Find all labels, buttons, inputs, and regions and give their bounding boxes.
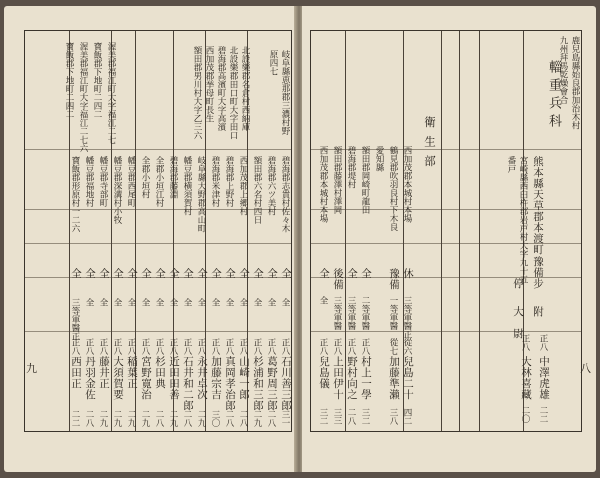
left-row-rank: 全 — [126, 298, 136, 307]
medical-row-rank: 全 — [318, 296, 328, 305]
medical-row-age: 四二 — [402, 408, 412, 425]
medical-row-status: 全 — [318, 268, 330, 279]
entry-status: 停 — [512, 278, 524, 289]
medical-row-place: 碧海郡堤村 — [346, 146, 356, 189]
left-row-place: 碧海郡米津村 — [210, 156, 220, 207]
left-header-address: 寶飯郡下地町二四二 — [64, 42, 74, 119]
left-row-rank: 全 — [140, 298, 150, 307]
medical-row-grade: 正八 — [318, 338, 328, 355]
left-row-name: 石川善三郎 — [280, 356, 292, 411]
left-row-name: 永井卓次 — [196, 356, 208, 400]
left-row-age: 二八 — [154, 410, 164, 427]
left-row-name: 真岡孝治郎 — [224, 356, 236, 411]
left-row-place: 額田郡六名村四日 — [252, 156, 262, 224]
left-row-grade: 正八 — [280, 338, 290, 355]
medical-row-age: 三二 — [360, 408, 370, 425]
left-row-age: 三〇 — [210, 410, 220, 427]
left-page — [4, 6, 296, 472]
left-row-name: 稲葉正 — [126, 356, 138, 389]
left-row-name: 西田正 — [70, 356, 82, 389]
left-row-rank: 全 — [266, 298, 276, 307]
left-row-rank: 全 — [238, 298, 248, 307]
entry-name: 中澤虎雄 — [538, 356, 550, 400]
left-row-status: 全 — [196, 268, 208, 279]
left-row-place: 幡豆郡深溝村小牧 — [112, 156, 122, 224]
left-row-status: 全 — [252, 268, 264, 279]
left-header-address: 渥美郡福江町大字福江二七 — [106, 42, 116, 144]
row-divider — [25, 243, 291, 244]
left-row-place: 碧海郡藤淵 — [168, 156, 178, 199]
left-row-age: 二八 — [182, 410, 192, 427]
left-row-name: 宮野寛治 — [140, 356, 152, 400]
entry-grade: 正八 — [520, 334, 530, 351]
medical-row-status: 全 — [360, 268, 372, 279]
left-row-age: 二八 — [224, 410, 234, 427]
sub-section-title: 衛生部 — [423, 116, 437, 175]
medical-row-grade: 從六 — [402, 338, 412, 355]
medical-row-age: 三三 — [332, 408, 342, 425]
row-divider — [25, 149, 291, 150]
entry-status: 豫備步 — [532, 256, 544, 289]
left-row-age: 二九 — [140, 410, 150, 427]
left-row-place: 西加茂郡上郷村 — [238, 156, 248, 216]
left-row-rank: 全 — [154, 298, 164, 307]
left-row-status: 全 — [140, 268, 152, 279]
left-row-grade: 正八 — [182, 338, 192, 355]
left-row-age: 二九 — [98, 410, 108, 427]
left-row-grade: 正八 — [84, 338, 94, 355]
medical-row-rank: 三等軍醫 — [332, 296, 342, 330]
left-row-name: 大須賀要 — [112, 356, 124, 400]
medical-row-place: 額田郡岡崎町龍田 — [360, 146, 370, 214]
left-row-place: 幡豆郡福地村 — [84, 156, 94, 207]
left-row-grade: 正八 — [224, 338, 234, 355]
left-row-grade: 正八 — [98, 338, 108, 355]
entry-place: 番戸 — [506, 156, 516, 173]
left-row-age: 二八 — [238, 410, 248, 427]
page-number-right: 八 — [580, 362, 591, 375]
unit-address: 鹿兒島縣始良郡加治木村 — [570, 36, 580, 130]
left-row-rank: 全 — [196, 298, 206, 307]
left-row-grade: 正八 — [196, 338, 206, 355]
medical-row-rank: 二等軍醫 — [360, 296, 370, 330]
left-header-address: 北設樂郡名倉村西納庫 — [240, 46, 250, 131]
left-row-status: 全 — [210, 268, 222, 279]
left-row-status: 全 — [266, 268, 278, 279]
medical-row-age: 三八 — [388, 408, 398, 425]
left-row-status: 全 — [168, 268, 180, 279]
medical-row-place: 額田郡藤澤村澤岡 — [332, 146, 342, 214]
left-row-place: 全郡小垣村 — [140, 156, 150, 199]
left-row-place: 碧海郡六ツ美村 — [266, 156, 276, 216]
left-row-status: 全 — [224, 268, 236, 279]
medical-row-rank: 三等軍醫正 — [402, 296, 412, 339]
medical-row-grade: 從七 — [388, 338, 398, 355]
left-row-rank: 全 — [280, 298, 290, 307]
unit-address: 九州拜馬乾燥會合 — [558, 36, 568, 104]
left-row-age: 二八 — [84, 410, 94, 427]
left-header-address: 岐阜縣恵那郡三濃村野 — [280, 50, 290, 135]
entry-age: 二二 — [538, 406, 548, 423]
left-row-place: 幡豆郡寺部町 — [98, 156, 108, 207]
left-row-name: 藤井正 — [98, 356, 110, 389]
column-divider — [479, 31, 480, 431]
row-divider — [311, 331, 581, 332]
left-header-address: 渥美郡福江町大字福江二七六 — [78, 42, 88, 153]
left-header-address: 寶飯郡下地町二四二 — [92, 42, 102, 119]
medical-row-place: 愛知縣 — [374, 146, 384, 172]
left-row-grade: 正八 — [252, 338, 262, 355]
left-row-grade: 正八 — [168, 338, 178, 355]
medical-row-rank: 三等軍醫 — [346, 296, 356, 330]
left-row-grade: 正八 — [140, 338, 150, 355]
medical-row-rank: 一等軍醫 — [388, 296, 398, 330]
left-row-age: 二九 — [168, 410, 178, 427]
column-divider — [459, 31, 460, 431]
left-row-place: 全郡小垣江村 — [154, 156, 164, 207]
left-row-grade: 正八 — [238, 338, 248, 355]
left-row-age: 二九 — [112, 410, 122, 427]
left-row-grade: 正八 — [70, 338, 80, 355]
left-row-name: 山崎一郎 — [238, 356, 250, 400]
left-row-rank: 全 — [112, 298, 122, 307]
left-row-grade: 正八 — [112, 338, 122, 355]
left-row-rank: 全 — [98, 298, 108, 307]
section-title: 輜重兵科 — [546, 60, 561, 132]
left-header-address: 原四七 — [268, 50, 278, 76]
medical-row-place: 西加茂郡本城村本場 — [402, 146, 412, 223]
entry-rank: 尉 — [512, 328, 524, 339]
left-row-grade: 正八 — [126, 338, 136, 355]
row-divider — [25, 331, 291, 332]
left-row-place: 碧海郡志貴村佐々木 — [280, 156, 290, 233]
left-row-rank: 全 — [84, 298, 94, 307]
left-row-status: 全 — [84, 268, 96, 279]
left-row-place: 岐阜縣大野郡高山町 — [196, 156, 206, 233]
medical-row-grade: 正八 — [360, 338, 370, 355]
medical-row-name: 村上一學 — [360, 356, 372, 400]
medical-row-status: 後備 — [332, 268, 344, 290]
left-row-rank: 全 — [252, 298, 262, 307]
left-row-name: 丹羽金佐 — [84, 356, 96, 400]
left-row-status: 全 — [126, 268, 138, 279]
medical-row-grade: 正八 — [346, 338, 356, 355]
left-row-age: 二二 — [70, 410, 80, 427]
left-row-status: 全 — [238, 268, 250, 279]
medical-row-name: 加藤準瀨 — [388, 356, 400, 400]
entry-status: 附 — [532, 306, 544, 317]
medical-row-name: 兒島儀 — [318, 356, 330, 389]
entry-place: 宮崎縣西臼杵郡岩戸村大字九十五 — [518, 156, 528, 284]
left-row-status: 全 — [98, 268, 110, 279]
left-row-age: 二九 — [252, 410, 262, 427]
left-row-name: 石井和二郎 — [182, 356, 194, 411]
left-row-rank: 全 — [182, 298, 192, 307]
medical-row-grade: 正八 — [332, 338, 342, 355]
left-row-name: 近田田善 — [168, 356, 180, 400]
medical-row-age: 三二 — [318, 408, 328, 425]
medical-row-place: 西加茂郡本城村本場 — [318, 146, 328, 223]
column-divider — [441, 31, 442, 431]
left-row-rank: 全 — [224, 298, 234, 307]
medical-row-name: 兒島二十 — [402, 356, 414, 400]
medical-row-status: 休 — [402, 268, 414, 279]
medical-row-status: 豫備 — [388, 268, 400, 290]
right-page — [302, 6, 596, 472]
left-row-grade: 正八 — [266, 338, 276, 355]
left-row-age: 二九 — [126, 410, 136, 427]
medical-row-name: 上田伊十 — [332, 356, 344, 400]
left-row-rank: 三等軍醫正 — [70, 298, 80, 341]
left-row-grade: 正八 — [210, 338, 220, 355]
left-row-place: 碧海郡上野村 — [224, 156, 234, 207]
left-header-address: 額田郡男川村大字乙三六 — [192, 46, 202, 140]
left-row-status: 全 — [280, 268, 292, 279]
left-header-address: 碧海郡高濱町大字高濱 — [216, 46, 226, 131]
left-row-status: 全 — [112, 268, 124, 279]
left-row-rank: 全 — [168, 298, 178, 307]
medical-row-place: 鶴見郡吹羽良村下木良 — [388, 146, 398, 231]
left-row-place: 寶飯郡形原村一二六 — [70, 156, 80, 233]
left-row-age: 二八 — [266, 410, 276, 427]
left-row-rank: 全 — [210, 298, 220, 307]
entry-place: 熊本縣天草郡本渡町 — [532, 156, 544, 255]
left-row-name: 杉田典 — [154, 356, 166, 389]
entry-rank: 大 — [512, 306, 524, 317]
left-row-status: 全 — [182, 268, 194, 279]
left-row-name: 杉浦和三郎 — [252, 356, 264, 411]
medical-row-status: 全 — [346, 268, 358, 279]
entry-name: 大林喜藏 — [520, 356, 532, 400]
page-number-left: 九 — [26, 362, 37, 375]
left-row-grade: 正八 — [154, 338, 164, 355]
left-row-name: 葛野周三郎 — [266, 356, 278, 411]
medical-row-name: 野村向之 — [346, 356, 358, 400]
left-row-status: 全 — [70, 268, 82, 279]
left-row-place: 幡豆郡西尾町 — [126, 156, 136, 207]
entry-grade: 正八 — [538, 334, 548, 351]
entry-age: 二〇 — [520, 406, 530, 423]
left-row-place: 幡豆郡横須賀村 — [182, 156, 192, 216]
left-row-status: 全 — [154, 268, 166, 279]
left-header-address: 北設樂郡田口町大字田口 — [228, 46, 238, 140]
medical-row-age: 二八 — [346, 408, 356, 425]
left-row-age: 二九 — [196, 410, 206, 427]
left-row-age: 三一 — [280, 410, 290, 427]
left-header-address: 西加茂郡挙母町長生 — [204, 46, 214, 123]
left-row-name: 加藤宗吉 — [210, 356, 222, 400]
